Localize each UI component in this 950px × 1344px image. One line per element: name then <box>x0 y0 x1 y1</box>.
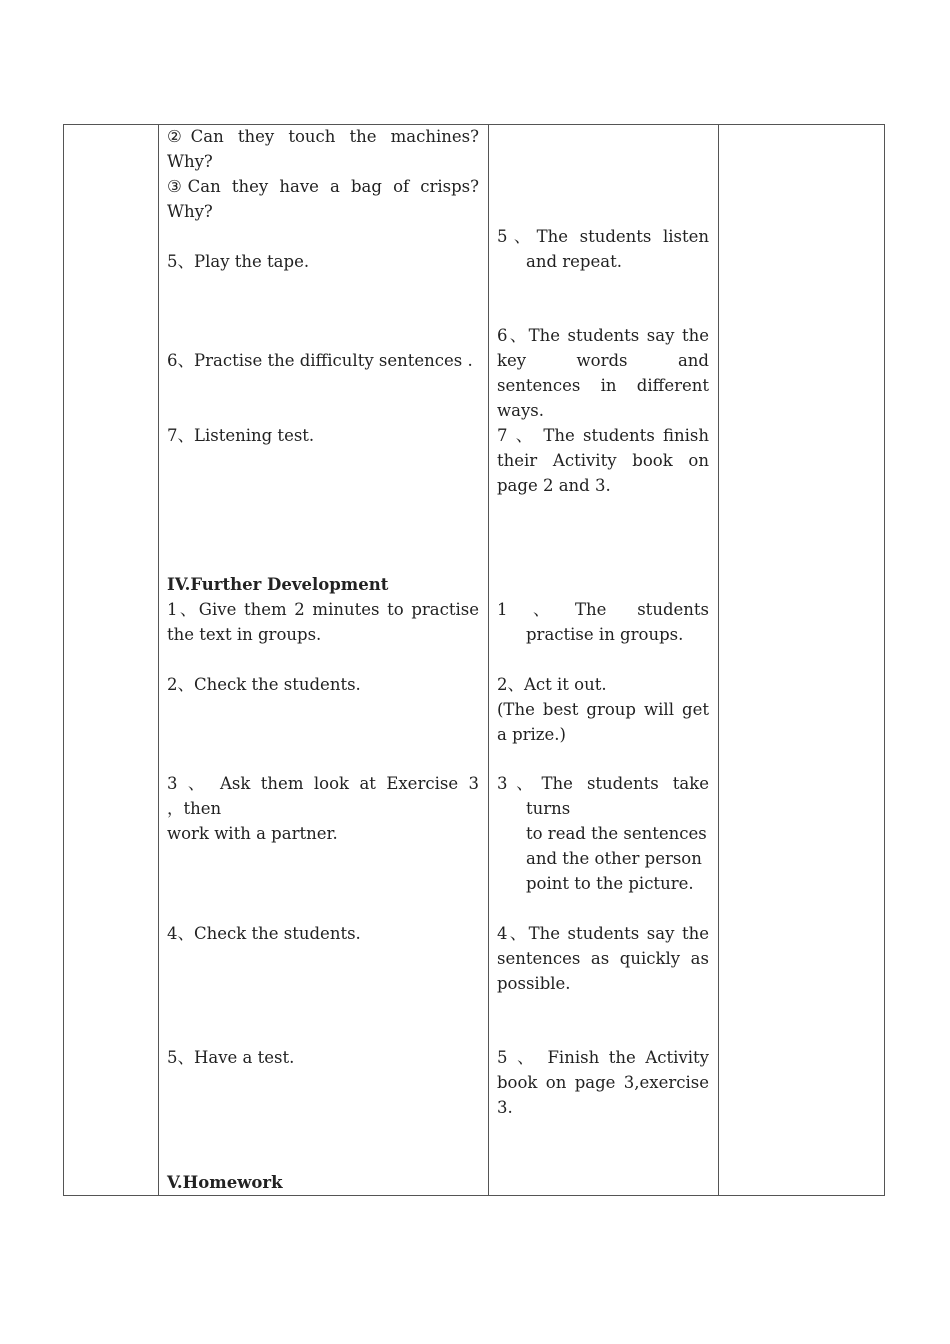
teacher-further-3-cont: work with a partner. <box>167 824 338 843</box>
teacher-further-3: 3 、 Ask them look at Exercise 3 <box>167 774 479 793</box>
student-further-3-cont: point to the picture. <box>526 874 694 893</box>
teacher-further-4: 4、Check the students. <box>167 924 361 943</box>
student-step-6-cont: sentences in different <box>497 376 709 395</box>
student-further-2-cont: a prize.) <box>497 725 566 744</box>
student-step-5-cont: and repeat. <box>526 252 622 271</box>
student-further-3-cont: and the other person <box>526 849 702 868</box>
column-divider <box>718 125 719 1195</box>
student-further-3-cont: to read the sentences <box>526 824 707 843</box>
student-further-5: 5 、 Finish the Activity <box>497 1048 709 1067</box>
teacher-further-5: 5、Have a test. <box>167 1048 295 1067</box>
teacher-step-6: 6、Practise the difficulty sentences . <box>167 351 473 370</box>
student-further-4: 4、The students say the <box>497 924 709 943</box>
lesson-plan-table <box>63 124 885 1196</box>
student-further-3-cont: turns <box>526 799 571 818</box>
student-step-6-cont: key words and <box>497 351 709 370</box>
section-heading-further-development: IV.Further Development <box>167 575 389 594</box>
teacher-step-7: 7、Listening test. <box>167 426 315 445</box>
student-further-5-cont: book on page 3,exercise <box>497 1073 709 1092</box>
student-step-7: 7 、 The students finish <box>497 426 709 445</box>
student-further-2: 2、Act it out. <box>497 675 607 694</box>
teacher-question-3: ③Can they have a bag of crisps? <box>167 177 479 196</box>
teacher-further-3-cont: ，then <box>167 799 222 818</box>
teacher-question-2: ②Can they touch the machines? <box>167 127 479 146</box>
teacher-further-1: 1、Give them 2 minutes to practise <box>167 600 479 619</box>
student-further-3: 3、The students take <box>497 774 709 793</box>
student-step-5: 5、The students listen <box>497 227 709 246</box>
column-divider <box>488 125 489 1195</box>
student-further-4-cont: possible. <box>497 974 571 993</box>
teacher-question-2-cont: Why? <box>167 152 213 171</box>
student-further-2-cont: (The best group will get <box>497 700 709 719</box>
student-further-4-cont: sentences as quickly as <box>497 949 709 968</box>
student-further-1: 1、The students <box>497 600 709 619</box>
column-divider <box>158 125 159 1195</box>
student-step-6: 6、The students say the <box>497 326 709 345</box>
student-step-6-cont: ways. <box>497 401 544 420</box>
student-step-7-cont: page 2 and 3. <box>497 476 611 495</box>
student-step-7-cont: their Activity book on <box>497 451 709 470</box>
student-further-1-cont: practise in groups. <box>526 625 684 644</box>
teacher-further-1-cont: the text in groups. <box>167 625 322 644</box>
section-heading-homework: V.Homework <box>167 1173 283 1192</box>
teacher-question-3-cont: Why? <box>167 202 213 221</box>
teacher-step-5: 5、Play the tape. <box>167 252 310 271</box>
teacher-further-2: 2、Check the students. <box>167 675 361 694</box>
student-further-5-cont: 3. <box>497 1098 513 1117</box>
